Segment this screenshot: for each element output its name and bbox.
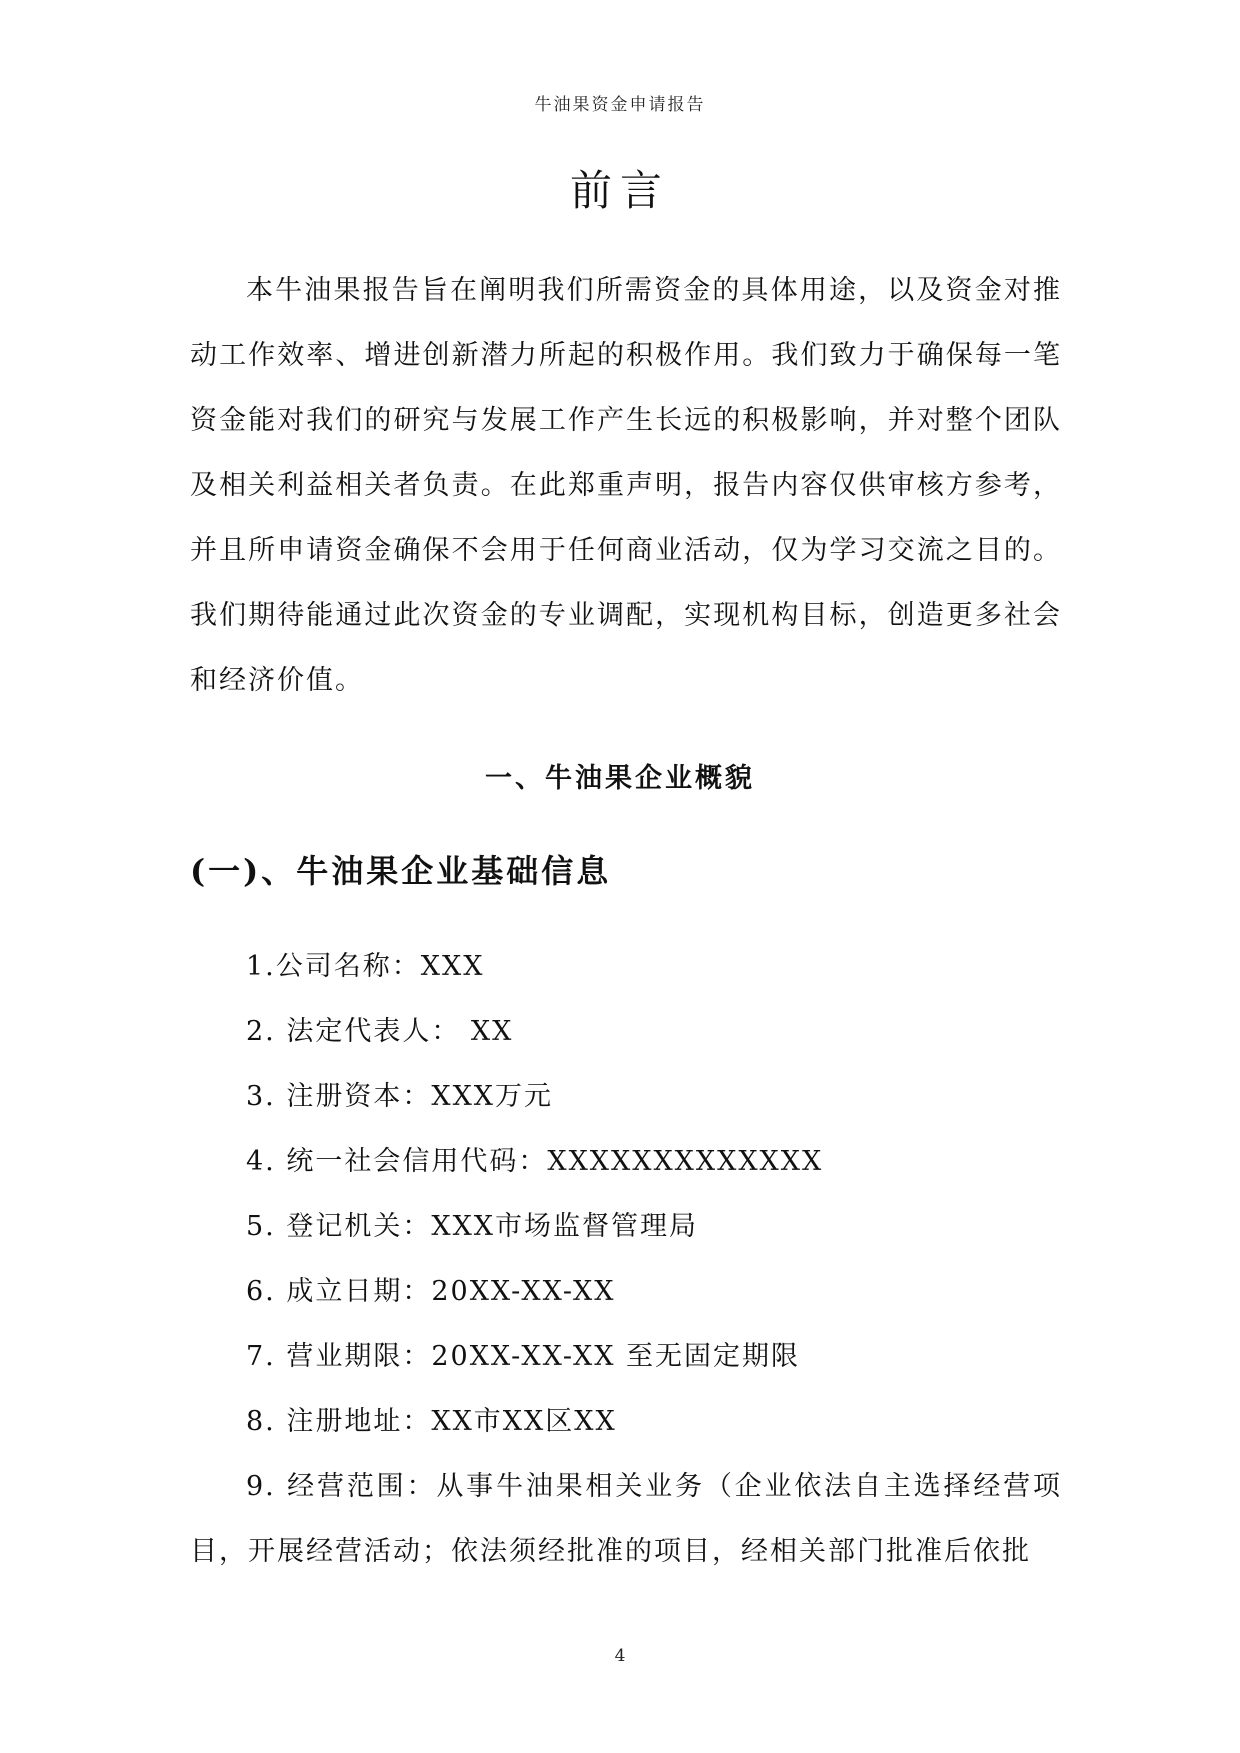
page-title: 前言 xyxy=(569,166,670,215)
info-item-business-scope: 9. 经营范围：从事牛油果相关业务（企业依法自主选择经营项目，开展经营活动；依法须经批准的项目，经相关部门批准后依批 xyxy=(190,1471,1062,1567)
subsection-heading: (一)、牛油果企业基础信息 xyxy=(190,852,612,890)
info-item-establishment-date: 6. 成立日期：20XX-XX-XX xyxy=(246,1276,616,1307)
section-heading: 一、牛油果企业概貌 xyxy=(485,763,755,794)
info-item-legal-representative: 2. 法定代表人： XX xyxy=(246,1016,514,1047)
page-number: 4 xyxy=(614,1646,626,1666)
info-item-credit-code: 4. 统一社会信用代码：XXXXXXXXXXXXX xyxy=(246,1146,824,1177)
info-item-registered-address: 8. 注册地址：XX市XX区XX xyxy=(246,1406,617,1437)
preface-paragraph: 本牛油果报告旨在阐明我们所需资金的具体用途，以及资金对推动工作效率、增进创新潜力所起的积极作用。我们致力于确保每一笔资金能对我们的研究与发展工作产生长远的积极影响，并对整个团队及相关利益相关者负责。在此郑重声明，报告内容仅供审核方参考，并且所申请资金确保不会用于任何商业活动，仅为学习交流之目的。我们期待能通过此次资金的专业调配，实现机构目标，创造更多社会和经济价值。 xyxy=(190,275,1062,696)
info-item-company-name: 1.公司名称：XXX xyxy=(246,951,485,982)
info-item-registered-capital: 3. 注册资本：XXX万元 xyxy=(246,1081,554,1112)
running-header: 牛油果资金申请报告 xyxy=(534,95,706,115)
info-item-registration-authority: 5. 登记机关：XXX市场监督管理局 xyxy=(246,1211,699,1242)
company-info-list xyxy=(190,934,1062,1584)
info-item-business-term: 7. 营业期限：20XX-XX-XX 至无固定期限 xyxy=(246,1341,801,1372)
